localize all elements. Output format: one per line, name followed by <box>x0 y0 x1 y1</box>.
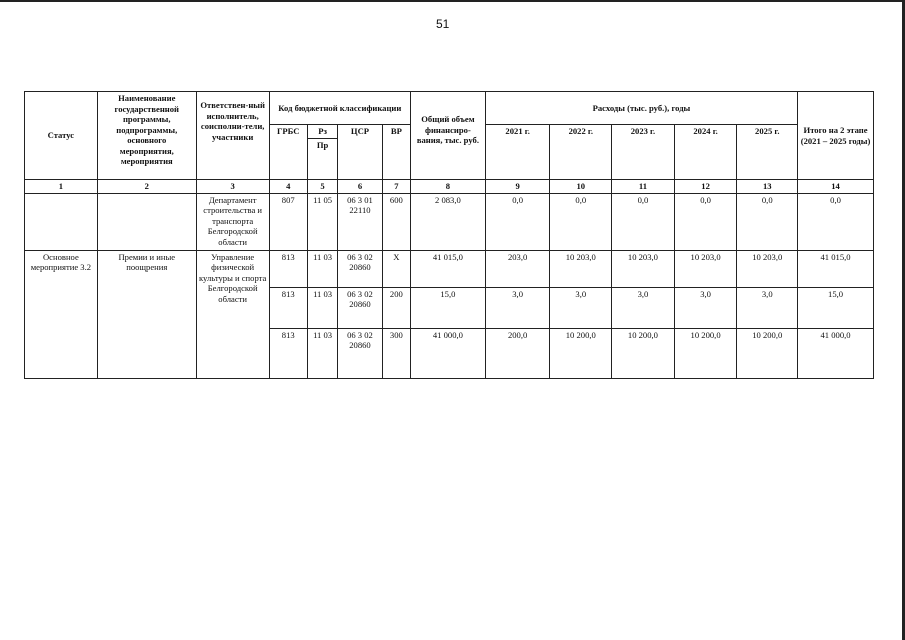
cell-total: 15,0 <box>411 287 486 328</box>
cell-rzpr: 11 03 <box>307 287 337 328</box>
cell-vr: 300 <box>382 328 410 378</box>
cell-2023: 10 200,0 <box>612 328 675 378</box>
cell-stage-total: 41 015,0 <box>798 250 874 287</box>
column-number: 10 <box>550 180 612 194</box>
cell-vr: Х <box>382 250 410 287</box>
column-number: 12 <box>674 180 737 194</box>
cell-2022: 10 203,0 <box>550 250 612 287</box>
cell-status: Основное мероприятие 3.2 <box>25 250 98 378</box>
cell-2022: 10 200,0 <box>550 328 612 378</box>
cell-grbs: 813 <box>269 287 307 328</box>
table-row <box>25 193 874 250</box>
header-rz: Рз <box>307 125 337 139</box>
column-number: 6 <box>338 180 382 194</box>
header-status: Статус <box>25 92 98 180</box>
cell-2025: 10 200,0 <box>737 328 798 378</box>
cell-2024: 0,0 <box>674 193 737 250</box>
cell-responsible: Управление физической культуры и спорта Белгородской области <box>196 250 269 378</box>
cell-2022: 0,0 <box>550 193 612 250</box>
column-number: 8 <box>411 180 486 194</box>
cell-2024: 10 203,0 <box>674 250 737 287</box>
column-number: 7 <box>382 180 410 194</box>
cell-2021: 0,0 <box>485 193 550 250</box>
cell-grbs: 813 <box>269 328 307 378</box>
header-row-1 <box>25 92 874 125</box>
header-year-2024: 2024 г. <box>674 125 737 180</box>
header-stage-total: Итого на 2 этапе (2021 – 2025 годы) <box>798 92 874 180</box>
cell-2023: 10 203,0 <box>612 250 675 287</box>
cell-grbs: 813 <box>269 250 307 287</box>
cell-status <box>25 193 98 250</box>
cell-responsible: Департамент строительства и транспорта Белгородской области <box>196 193 269 250</box>
cell-2021: 3,0 <box>485 287 550 328</box>
cell-rzpr: 11 03 <box>307 328 337 378</box>
table-row <box>25 250 874 287</box>
column-number: 2 <box>97 180 196 194</box>
cell-vr: 200 <box>382 287 410 328</box>
header-total-volume: Общий объем финансиро-вания, тыс. руб. <box>411 92 486 180</box>
cell-csr: 06 3 02 20860 <box>338 250 382 287</box>
budget-table <box>24 91 874 379</box>
cell-stage-total: 15,0 <box>798 287 874 328</box>
cell-stage-total: 41 000,0 <box>798 328 874 378</box>
header-name: Наименование государственной программы, подпрограммы, основного мероприятия, мероприятия <box>97 92 196 180</box>
cell-2025: 3,0 <box>737 287 798 328</box>
cell-total: 41 000,0 <box>411 328 486 378</box>
cell-2024: 3,0 <box>674 287 737 328</box>
cell-grbs: 807 <box>269 193 307 250</box>
column-number: 14 <box>798 180 874 194</box>
column-number: 1 <box>25 180 98 194</box>
header-budget-code: Код бюджетной классификации <box>269 92 410 125</box>
scan-edge-top <box>0 0 905 2</box>
column-number-row <box>25 180 874 194</box>
cell-total: 2 083,0 <box>411 193 486 250</box>
column-number: 13 <box>737 180 798 194</box>
header-year-2022: 2022 г. <box>550 125 612 180</box>
header-expenses: Расходы (тыс. руб.), годы <box>485 92 797 125</box>
header-responsible: Ответствен-ный исполнитель, соисполни-тели, участники <box>196 92 269 180</box>
cell-2022: 3,0 <box>550 287 612 328</box>
cell-total: 41 015,0 <box>411 250 486 287</box>
cell-stage-total: 0,0 <box>798 193 874 250</box>
column-number: 3 <box>196 180 269 194</box>
header-vr: ВР <box>382 125 410 180</box>
header-year-2021: 2021 г. <box>485 125 550 180</box>
header-grbs: ГРБС <box>269 125 307 180</box>
cell-2021: 203,0 <box>485 250 550 287</box>
cell-2023: 3,0 <box>612 287 675 328</box>
column-number: 11 <box>612 180 675 194</box>
cell-csr: 06 3 02 20860 <box>338 328 382 378</box>
cell-csr: 06 3 02 20860 <box>338 287 382 328</box>
header-csr: ЦСР <box>338 125 382 180</box>
header-year-2023: 2023 г. <box>612 125 675 180</box>
cell-csr: 06 3 01 22110 <box>338 193 382 250</box>
page-number: 51 <box>436 17 450 31</box>
column-number: 5 <box>307 180 337 194</box>
cell-2025: 10 203,0 <box>737 250 798 287</box>
cell-vr: 600 <box>382 193 410 250</box>
cell-name: Премии и иные поощрения <box>97 250 196 378</box>
cell-2021: 200,0 <box>485 328 550 378</box>
cell-rzpr: 11 03 <box>307 250 337 287</box>
column-number: 4 <box>269 180 307 194</box>
cell-2023: 0,0 <box>612 193 675 250</box>
cell-2024: 10 200,0 <box>674 328 737 378</box>
column-number: 9 <box>485 180 550 194</box>
header-pr: Пр <box>307 139 337 180</box>
cell-rzpr: 11 05 <box>307 193 337 250</box>
cell-name <box>97 193 196 250</box>
cell-2025: 0,0 <box>737 193 798 250</box>
header-year-2025: 2025 г. <box>737 125 798 180</box>
